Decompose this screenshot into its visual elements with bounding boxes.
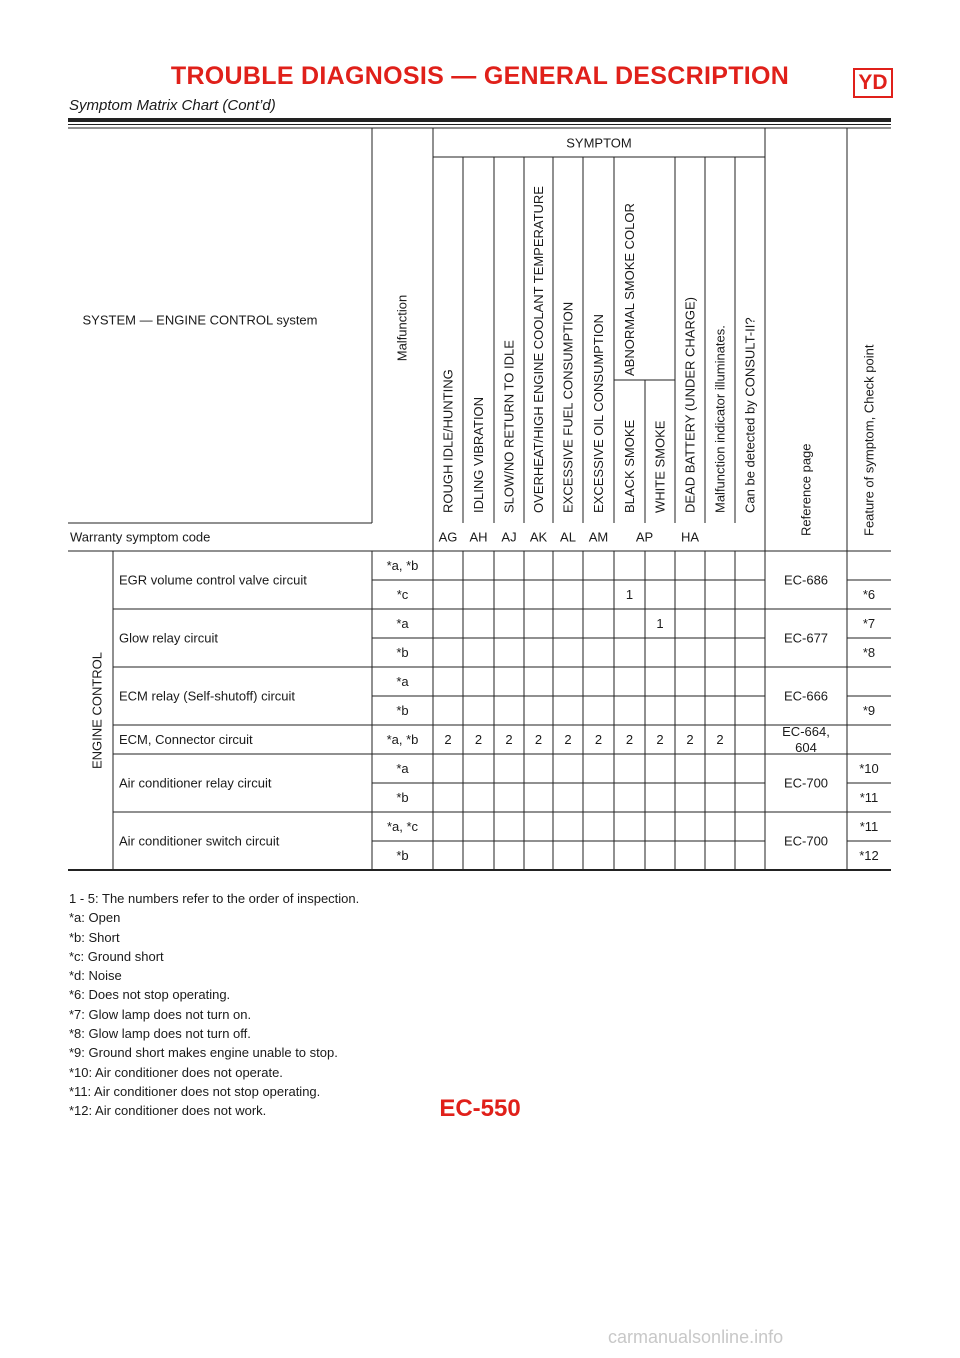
engine-badge: YD [853,68,893,98]
feature-note: *11 [859,819,879,834]
inspection-order: 2 [534,732,543,747]
feature-note: *7 [862,616,876,631]
warranty-code: AP [635,529,654,545]
symptom-column-header: BLACK SMOKE [622,419,637,513]
symptom-column-header: ROUGH IDLE/HUNTING [440,369,456,513]
malfunction-code: *b [396,790,409,805]
inspection-order: 2 [505,732,513,747]
feature-note: *9 [862,703,876,718]
system-label: SYSTEM — ENGINE CONTROL system [82,312,318,328]
feature-note: *6 [862,587,876,602]
circuit-name: Air conditioner switch circuit [119,833,280,849]
reference-page: 604 [795,740,817,755]
warranty-code: AJ [501,529,517,545]
inspection-order: 2 [594,732,603,747]
warranty-label: Warranty symptom code [70,529,211,545]
malfunction-code: *a, *b [386,732,419,747]
malfunction-header: Malfunction [394,294,410,362]
malfunction-code: *a [396,761,409,776]
malfunction-code: *a [396,616,409,631]
footnote-line: *a: Open [69,910,121,926]
footnote-line: *8: Glow lamp does not turn off. [69,1026,251,1042]
footnote-line: *9: Ground short makes engine unable to stop. [69,1045,338,1061]
reference-page: EC-666 [783,688,829,704]
footnote-line: *7: Glow lamp does not turn on. [69,1006,252,1022]
footnote-line: *10: Air conditioner does not operate. [69,1064,283,1080]
symptom-column-header: EXCESSIVE FUEL CONSUMPTION [560,301,576,513]
inspection-order: 1 [625,587,634,602]
warranty-code: AM [588,529,609,545]
footnote-line: *b: Short [69,929,120,945]
inspection-order: 2 [686,732,694,747]
watermark: carmanualsonline.info [608,1327,784,1347]
warranty-code: AK [529,529,548,545]
reference-page: EC-677 [783,630,829,646]
page-title: TROUBLE DIAGNOSIS — GENERAL DESCRIPTION [170,62,790,90]
circuit-name: Glow relay circuit [119,630,218,646]
inspection-order: 1 [656,616,664,631]
symptom-column-header: WHITE SMOKE [652,420,668,513]
circuit-name: ECM, Connector circuit [119,732,253,747]
inspection-order: 2 [474,732,483,747]
page-number: EC-550 [439,1095,521,1122]
footnote-line: *d: Noise [69,968,122,984]
footnote-line: *6: Does not stop operating. [69,987,231,1003]
inspection-order: 2 [716,732,724,747]
malfunction-code: *b [396,703,409,718]
warranty-code: AL [560,529,576,545]
reference-page: EC-700 [783,775,829,791]
symptom-header: SYMPTOM [566,135,632,151]
malfunction-code: *b [396,848,409,863]
footnote-line: *12: Air conditioner does not work. [69,1103,267,1119]
warranty-code: AG [438,529,458,545]
feature-note: *8 [862,645,876,660]
inspection-order: 2 [625,732,634,747]
footnote-line: *11: Air conditioner does not stop operating. [69,1083,321,1099]
reference-header: Reference page [798,443,814,536]
warranty-code: HA [680,529,700,545]
group-label: ENGINE CONTROL [89,651,105,770]
feature-header: Feature of symptom, Check point [861,344,877,536]
footnote-line: *c: Ground short [69,948,164,964]
feature-note: *11 [859,790,879,805]
reference-page: EC-664, [782,724,830,739]
symptom-column-header: Can be detected by CONSULT-II? [742,317,758,513]
warranty-code: AH [469,529,488,545]
circuit-name: ECM relay (Self-shutoff) circuit [119,688,296,704]
symptom-column-header: IDLING VIBRATION [471,396,486,513]
reference-page: EC-686 [783,572,829,588]
symptom-column-header: EXCESSIVE OIL CONSUMPTION [591,314,606,513]
circuit-name: EGR volume control valve circuit [119,572,307,588]
symptom-column-header: OVERHEAT/HIGH ENGINE COOLANT TEMPERATURE [531,186,546,513]
malfunction-code: *b [396,645,409,660]
page-subtitle: Symptom Matrix Chart (Cont’d) [69,97,276,114]
symptom-column-header: Malfunction indicator illuminates. [712,325,728,513]
malfunction-code: *c [396,587,409,602]
abnormal-smoke-header: ABNORMAL SMOKE COLOR [622,203,637,376]
footnote-line: 1 - 5: The numbers refer to the order of inspection. [69,891,360,906]
inspection-order: 2 [564,732,572,747]
feature-note: *12 [859,848,879,863]
feature-note: *10 [859,761,879,776]
symptom-column-header: DEAD BATTERY (UNDER CHARGE) [682,297,698,513]
malfunction-code: *a, *b [386,558,419,573]
malfunction-code: *a, *c [386,819,419,834]
symptom-column-header: SLOW/NO RETURN TO IDLE [501,340,517,513]
inspection-order: 2 [656,732,664,747]
circuit-name: Air conditioner relay circuit [119,775,272,791]
reference-page: EC-700 [783,833,829,849]
footnotes [69,889,359,1121]
malfunction-code: *a [396,674,409,689]
inspection-order: 2 [444,732,452,747]
